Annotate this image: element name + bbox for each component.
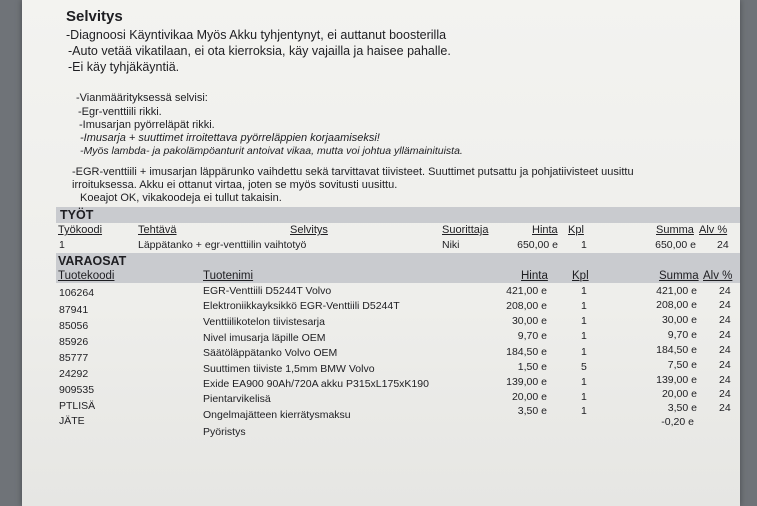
labor-section-band <box>56 207 740 223</box>
labor-header-vat: Alv % <box>699 224 728 236</box>
part-vat: 24 <box>719 314 731 326</box>
part-price: 9,70 e <box>517 330 547 342</box>
part-price: 20,00 e <box>511 391 547 403</box>
labor-header-performer: Suorittaja <box>442 224 489 236</box>
part-sum: 9,70 e <box>667 329 697 341</box>
part-name: Exide EA900 90Ah/720A akku P315xL175xK190 <box>203 378 429 390</box>
labor-header-code: Työkoodi <box>58 224 103 236</box>
part-vat: 24 <box>719 344 731 356</box>
part-sum: 139,00 e <box>656 374 697 386</box>
labor-header-desc: Selvitys <box>290 224 328 236</box>
parts-section-title: VARAOSAT <box>58 254 127 268</box>
part-sum: 184,50 e <box>656 344 697 356</box>
diagnosis-line-4: -Myös lambda- ja pakolämpöanturit antoivat vikaa, mutta voi johtua yllämainituista. <box>80 145 463 157</box>
part-qty: 1 <box>581 300 587 312</box>
part-price: 1,50 e <box>517 361 547 373</box>
labor-row-task: Läppätanko + egr-venttiilin vaihtotyö <box>138 239 307 251</box>
part-name: Säätöläppätanko Volvo OEM <box>203 347 338 359</box>
part-code: 106264 <box>59 287 95 299</box>
labor-header-qty: Kpl <box>568 224 584 236</box>
labor-header-price: Hinta <box>532 224 558 236</box>
part-vat: 24 <box>719 359 731 371</box>
part-code: 24292 <box>59 368 89 380</box>
part-qty: 1 <box>581 346 587 358</box>
part-code: 85926 <box>59 336 89 348</box>
part-code: 909535 <box>59 384 95 396</box>
part-name: Pientarvikelisä <box>203 393 271 405</box>
diagnosis-line-1: -Egr-venttiili rikki. <box>78 106 162 118</box>
part-code: PTLISÄ <box>59 400 96 412</box>
diagnosis-line-3: -Imusarja + suuttimet irroitettava pyörreläppien korjaamiseksi! <box>80 132 380 144</box>
part-name: Pyöristys <box>203 426 246 438</box>
part-name: Ongelmajätteen kierrätysmaksu <box>203 409 351 421</box>
diagnosis-line-2: -Imusarjan pyörreläpät rikki. <box>79 119 215 131</box>
repair-line-1: -EGR-venttiili + imusarjan läppärunko vaihdettu sekä tarvittavat tiivisteet. Suuttimet putsattu ja pohjatiivisteet uusittu <box>72 166 634 178</box>
part-qty: 1 <box>581 405 587 417</box>
parts-header-name: Tuotenimi <box>203 270 254 282</box>
part-price: 30,00 e <box>511 315 547 327</box>
part-sum: 7,50 e <box>667 359 697 371</box>
labor-row-sum: 650,00 e <box>655 239 696 251</box>
repair-line-2: irroituksessa. Akku ei ottanut virtaa, joten se myös sovitusti uusittu. <box>72 179 398 191</box>
intro-line-3: -Ei käy tyhjäkäyntiä. <box>68 60 180 74</box>
part-sum: 30,00 e <box>661 314 697 326</box>
part-vat: 24 <box>719 388 731 400</box>
part-vat: 24 <box>719 374 731 386</box>
part-code: 85056 <box>59 320 89 332</box>
part-price: 139,00 e <box>506 376 547 388</box>
part-price: 3,50 e <box>517 405 547 417</box>
invoice-sheet <box>22 0 740 506</box>
parts-header-vat: Alv % <box>703 270 733 282</box>
part-price: 184,50 e <box>506 346 547 358</box>
part-name: Nivel imusarja läpille OEM <box>203 332 326 344</box>
part-price: 208,00 e <box>506 300 547 312</box>
part-qty: 1 <box>581 330 587 342</box>
intro-line-1: -Diagnoosi Käyntivikaa Myös Akku tyhjentynyt, ei auttanut boosterilla <box>66 28 447 42</box>
part-sum: -0,20 e <box>661 416 694 428</box>
part-qty: 5 <box>581 361 587 373</box>
part-code: 87941 <box>59 304 89 316</box>
part-name: Venttiilikotelon tiivistesarja <box>203 316 325 328</box>
labor-row-vat: 24 <box>717 239 729 251</box>
document-title: Selvitys <box>66 8 123 25</box>
part-vat: 24 <box>719 402 731 414</box>
labor-row-performer: Niki <box>442 239 460 251</box>
diagnosis-heading: -Vianmäärityksessä selvisi: <box>76 92 208 104</box>
part-vat: 24 <box>719 285 731 297</box>
parts-header-price: Hinta <box>521 270 548 282</box>
parts-header-code: Tuotekoodi <box>58 270 115 282</box>
repair-line-3: Koeajot OK, vikakoodeja ei tullut takaisin. <box>80 192 282 204</box>
labor-section-title: TYÖT <box>60 208 94 222</box>
part-code: JÄTE <box>59 415 85 427</box>
labor-row-price: 650,00 e <box>517 239 558 251</box>
part-qty: 1 <box>581 315 587 327</box>
part-sum: 20,00 e <box>661 388 697 400</box>
part-qty: 1 <box>581 391 587 403</box>
parts-section-band <box>56 253 740 283</box>
part-vat: 24 <box>719 329 731 341</box>
labor-header-sum: Summa <box>656 224 694 236</box>
part-sum: 421,00 e <box>656 285 697 297</box>
labor-row-qty: 1 <box>581 239 587 251</box>
part-name: Elektroniikkayksikkö EGR-Venttiili D5244T <box>203 300 400 312</box>
part-sum: 3,50 e <box>667 402 697 414</box>
parts-header-sum: Summa <box>659 270 699 282</box>
labor-header-task: Tehtävä <box>138 224 177 236</box>
part-code: 85777 <box>59 352 89 364</box>
part-name: Suuttimen tiiviste 1,5mm BMW Volvo <box>203 363 375 375</box>
intro-line-2: -Auto vetää vikatilaan, ei ota kierroksia, käy vajailla ja haisee pahalle. <box>68 44 451 58</box>
part-qty: 1 <box>581 285 587 297</box>
parts-header-qty: Kpl <box>572 270 589 282</box>
part-price: 421,00 e <box>506 285 547 297</box>
part-sum: 208,00 e <box>656 299 697 311</box>
labor-row-code: 1 <box>59 239 65 251</box>
part-name: EGR-Venttiili D5244T Volvo <box>203 285 332 297</box>
part-vat: 24 <box>719 299 731 311</box>
part-qty: 1 <box>581 376 587 388</box>
